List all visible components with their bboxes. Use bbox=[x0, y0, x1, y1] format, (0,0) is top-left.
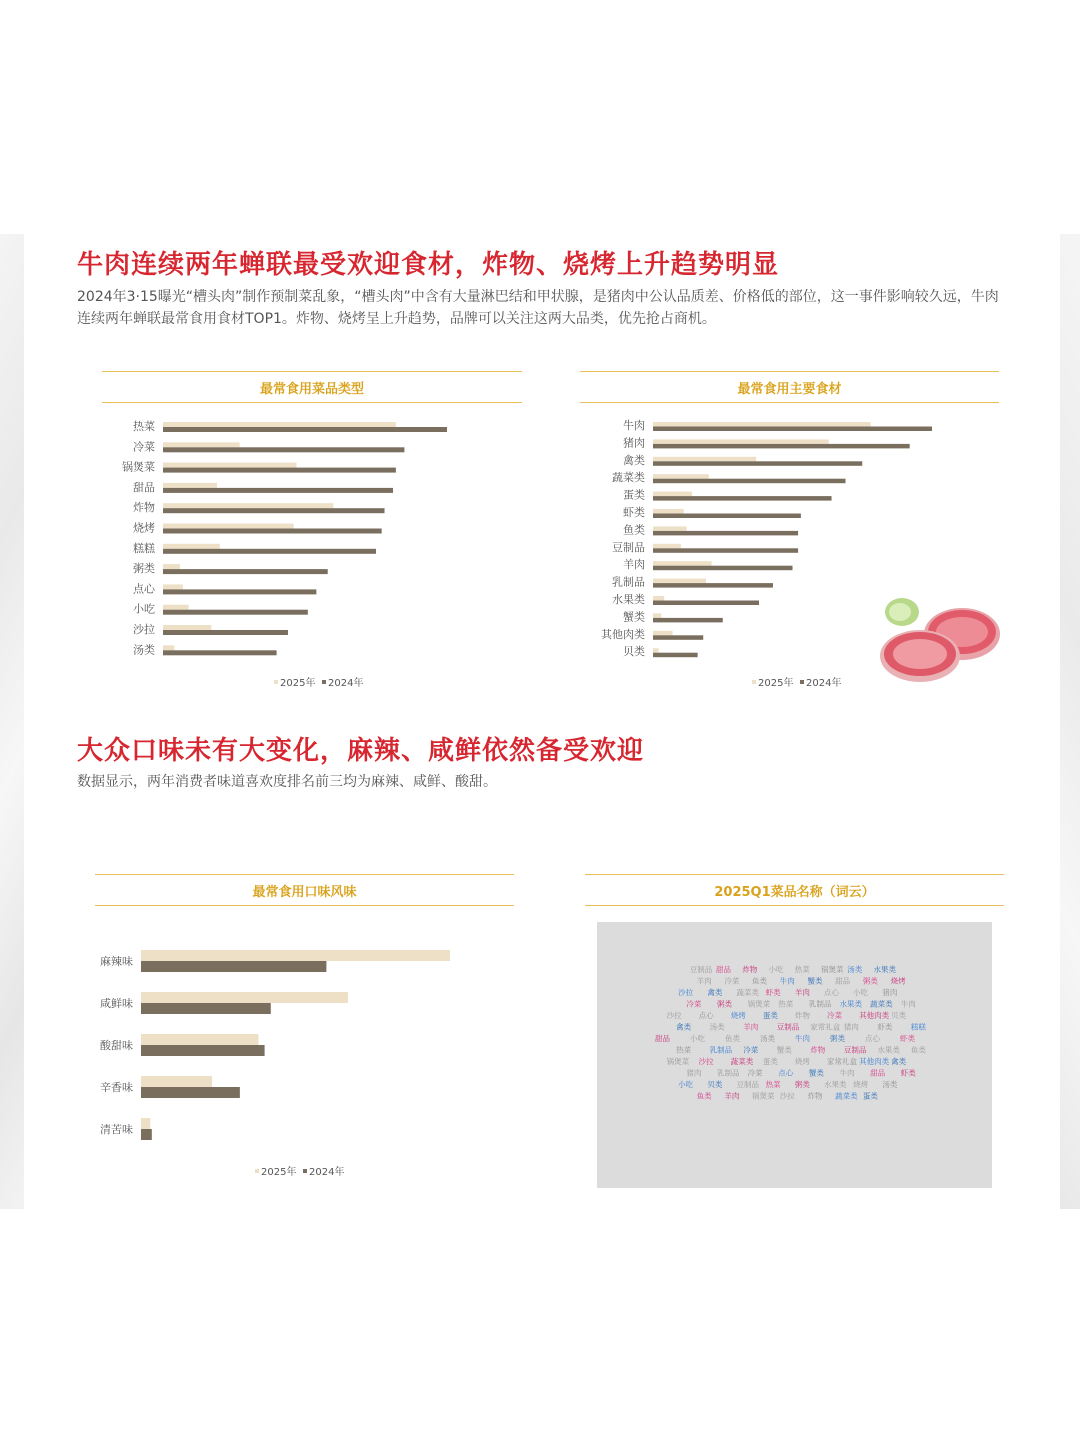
bar-2024 bbox=[163, 569, 328, 574]
category-label: 其他肉类 bbox=[601, 627, 645, 641]
chart-dish-types-title: 最常食用菜品类型 bbox=[102, 371, 522, 403]
bar-2025 bbox=[163, 544, 220, 549]
legend-2024: 2024年 bbox=[328, 678, 364, 689]
bar-2024 bbox=[653, 566, 793, 571]
chart-ingredients-title: 最常食用主要食材 bbox=[580, 371, 999, 403]
wordcloud-word: 蟹类 bbox=[808, 1068, 824, 1078]
wordcloud-word: 粥类 bbox=[717, 999, 732, 1009]
bar-2025 bbox=[163, 584, 183, 589]
bar-2025 bbox=[163, 645, 174, 650]
wordcloud-word: 禽类 bbox=[676, 1022, 692, 1032]
bar-2024 bbox=[141, 1003, 271, 1014]
bar-2024 bbox=[653, 496, 832, 501]
wordcloud-box bbox=[597, 922, 992, 1188]
bar-2025 bbox=[163, 625, 211, 630]
bar-2024 bbox=[141, 1045, 265, 1056]
beef-illustration bbox=[876, 590, 1006, 690]
wordcloud-word: 汤类 bbox=[882, 1080, 898, 1089]
bar-2025 bbox=[653, 509, 684, 514]
wordcloud-word: 点心 bbox=[698, 1011, 714, 1020]
wordcloud-word: 甜品 bbox=[655, 1034, 670, 1043]
wordcloud-word: 小吃 bbox=[678, 1080, 694, 1089]
category-label: 蔬菜类 bbox=[612, 471, 645, 485]
bar-2025 bbox=[653, 544, 681, 549]
wordcloud-word: 牛肉 bbox=[839, 1068, 855, 1078]
chart-dish-types bbox=[102, 371, 522, 691]
wordcloud-word: 蟹类 bbox=[776, 1045, 792, 1055]
bar-2025 bbox=[653, 457, 756, 462]
category-label: 辛香味 bbox=[100, 1081, 133, 1094]
bar-2025 bbox=[163, 503, 333, 508]
legend-swatch-2024 bbox=[303, 1169, 307, 1173]
bar-2024 bbox=[653, 618, 723, 623]
wordcloud-word: 贝类 bbox=[891, 1011, 907, 1020]
section2-title: 大众口味未有大变化，麻辣、咸鲜依然备受欢迎 bbox=[77, 736, 645, 766]
wordcloud-word: 甜品 bbox=[716, 965, 731, 974]
bar-2024 bbox=[163, 529, 382, 534]
wordcloud-word: 家常礼盒 bbox=[810, 1022, 841, 1032]
chart-flavors-plot bbox=[95, 910, 514, 1184]
bar-2024 bbox=[163, 447, 404, 452]
section2-description: 数据显示，两年消费者味道喜欢度排名前三均为麻辣、咸鲜、酸甜。 bbox=[77, 774, 497, 790]
legend-2025: 2025年 bbox=[280, 678, 316, 689]
legend-2025: 2025年 bbox=[758, 678, 794, 689]
wordcloud-word: 牛肉 bbox=[900, 999, 916, 1009]
bar-2025 bbox=[163, 442, 240, 447]
category-label: 豆制品 bbox=[612, 540, 645, 554]
wordcloud-word: 豆制品 bbox=[689, 965, 713, 974]
category-label: 小吃 bbox=[133, 602, 155, 616]
wordcloud-word: 粥类 bbox=[794, 1080, 810, 1089]
wordcloud-word: 沙拉 bbox=[666, 1011, 682, 1020]
wordcloud-word: 粥类 bbox=[862, 976, 878, 986]
wordcloud-word: 粥类 bbox=[830, 1034, 845, 1043]
wordcloud-word: 水果类 bbox=[877, 1045, 900, 1055]
bar-2024 bbox=[163, 650, 277, 655]
bar-2025 bbox=[653, 492, 692, 497]
wordcloud-word: 羊肉 bbox=[794, 988, 810, 997]
wordcloud-word: 牛肉 bbox=[795, 1034, 810, 1043]
wordcloud-word: 虾类 bbox=[900, 1068, 916, 1078]
category-label: 贝类 bbox=[623, 645, 645, 659]
wordcloud-word: 牛肉 bbox=[779, 976, 795, 986]
wordcloud-word: 禽类 bbox=[891, 1057, 907, 1066]
bar-2024 bbox=[141, 1087, 240, 1098]
bar-2025 bbox=[163, 524, 294, 529]
wordcloud-word: 豆制品 bbox=[736, 1080, 759, 1089]
bar-2024 bbox=[653, 635, 703, 640]
bar-2024 bbox=[141, 961, 326, 972]
wordcloud-word: 沙拉 bbox=[678, 988, 694, 997]
bar-2025 bbox=[163, 564, 180, 569]
wordcloud-word: 乳制品 bbox=[808, 999, 832, 1009]
legend-2024: 2024年 bbox=[309, 1167, 345, 1178]
wordcloud-word: 烧烤 bbox=[794, 1057, 810, 1066]
wordcloud-word: 热菜 bbox=[765, 1080, 781, 1089]
wordcloud-word: 蔬菜类 bbox=[870, 999, 893, 1009]
bar-2025 bbox=[653, 579, 706, 584]
chart-dish-types-plot bbox=[102, 407, 522, 691]
category-label: 咸鲜味 bbox=[100, 997, 133, 1010]
wordcloud-word: 鱼类 bbox=[752, 976, 768, 986]
bar-2024 bbox=[163, 488, 393, 493]
category-label: 清苦味 bbox=[100, 1123, 133, 1136]
wordcloud-word: 羊肉 bbox=[724, 1091, 740, 1101]
left-decor-strip bbox=[0, 234, 24, 1209]
wordcloud-canvas bbox=[597, 922, 992, 1188]
wordcloud-word: 冷菜 bbox=[743, 1045, 759, 1055]
wordcloud-word: 禽类 bbox=[707, 988, 723, 997]
wordcloud-word: 冷菜 bbox=[686, 999, 702, 1009]
legend-2024: 2024年 bbox=[806, 678, 842, 689]
wordcloud-word: 水果类 bbox=[824, 1080, 847, 1089]
bar-2024 bbox=[163, 589, 316, 594]
category-label: 蛋类 bbox=[623, 488, 645, 502]
wordcloud-word: 乳制品 bbox=[709, 1045, 733, 1055]
category-label: 热菜 bbox=[133, 420, 155, 433]
wordcloud-word: 烧烤 bbox=[890, 976, 906, 986]
chart-flavors bbox=[95, 874, 514, 1184]
category-label: 粥类 bbox=[133, 562, 155, 576]
wordcloud-word: 烧烤 bbox=[730, 1011, 746, 1020]
category-label: 烧烤 bbox=[133, 521, 155, 535]
wordcloud-word: 虾类 bbox=[877, 1022, 893, 1032]
category-label: 沙拉 bbox=[133, 623, 155, 636]
category-label: 蟹类 bbox=[623, 610, 645, 624]
wordcloud-word: 猪肉 bbox=[686, 1068, 702, 1078]
wordcloud-word: 其他肉类 bbox=[859, 1057, 890, 1066]
right-decor-strip bbox=[1060, 234, 1080, 1209]
category-label: 禽类 bbox=[623, 453, 645, 467]
bar-2024 bbox=[653, 461, 862, 466]
wordcloud-word: 水果类 bbox=[873, 965, 896, 974]
wordcloud-word: 小吃 bbox=[853, 988, 869, 997]
bar-2025 bbox=[163, 605, 189, 610]
wordcloud-word: 冷菜 bbox=[747, 1068, 763, 1078]
legend-swatch-2024 bbox=[322, 680, 326, 684]
category-label: 炸物 bbox=[133, 501, 155, 515]
wordcloud-word: 羊肉 bbox=[743, 1022, 759, 1032]
bar-2024 bbox=[653, 583, 773, 588]
wordcloud-word: 锅煲菜 bbox=[752, 1091, 775, 1101]
category-label: 点心 bbox=[133, 582, 155, 596]
bar-2025 bbox=[141, 950, 450, 961]
bar-2025 bbox=[653, 648, 659, 653]
bar-2025 bbox=[141, 992, 348, 1003]
bar-2024 bbox=[653, 653, 698, 658]
legend-swatch-2025 bbox=[255, 1169, 259, 1173]
category-label: 虾类 bbox=[623, 506, 645, 519]
wordcloud-word: 点心 bbox=[824, 988, 839, 997]
wordcloud-word: 蔬菜类 bbox=[736, 988, 759, 997]
wordcloud-word: 乳制品 bbox=[717, 1068, 740, 1078]
wordcloud-word: 汤类 bbox=[709, 1022, 725, 1032]
wordcloud-word: 小吃 bbox=[768, 965, 784, 974]
category-label: 汤类 bbox=[133, 643, 155, 657]
wordcloud-word: 锅煲菜 bbox=[666, 1057, 690, 1066]
wordcloud-word: 炸物 bbox=[807, 1091, 823, 1101]
wordcloud-word: 锅煲菜 bbox=[747, 999, 771, 1009]
category-label: 酸甜味 bbox=[100, 1039, 133, 1052]
bar-2025 bbox=[653, 474, 709, 479]
wordcloud-word: 蔬菜类 bbox=[835, 1091, 858, 1101]
legend-swatch-2025 bbox=[752, 680, 756, 684]
wordcloud-word: 糕糕 bbox=[910, 1022, 926, 1032]
wordcloud-word: 小吃 bbox=[690, 1034, 705, 1043]
category-label: 麻辣味 bbox=[100, 955, 133, 968]
bar-2024 bbox=[163, 427, 447, 432]
wordcloud-word: 点心 bbox=[778, 1068, 794, 1078]
wordcloud-word: 点心 bbox=[865, 1034, 880, 1043]
wordcloud-word: 虾类 bbox=[765, 988, 781, 997]
bar-2024 bbox=[163, 549, 376, 554]
bar-2025 bbox=[653, 613, 661, 618]
wordcloud-word: 蔬菜类 bbox=[730, 1057, 754, 1066]
bar-2024 bbox=[653, 548, 798, 553]
category-label: 猪肉 bbox=[623, 436, 645, 450]
bar-2024 bbox=[653, 479, 846, 484]
bar-2025 bbox=[653, 596, 664, 601]
bar-2024 bbox=[653, 601, 759, 606]
wordcloud-word: 热菜 bbox=[676, 1045, 692, 1055]
chart-flavors-title: 最常食用口味风味 bbox=[95, 874, 514, 906]
wordcloud-word: 炸物 bbox=[810, 1045, 826, 1055]
wordcloud-word: 鱼类 bbox=[725, 1034, 740, 1043]
wordcloud-word: 甜品 bbox=[835, 976, 851, 986]
wordcloud-word: 家常礼盒 bbox=[827, 1057, 857, 1066]
bar-2025 bbox=[141, 1118, 150, 1129]
bar-2025 bbox=[141, 1076, 212, 1087]
wordcloud-word: 蛋类 bbox=[862, 1091, 878, 1101]
category-label: 甜品 bbox=[133, 480, 155, 494]
section1-title: 牛肉连续两年蝉联最受欢迎食材，炸物、烧烤上升趋势明显 bbox=[77, 250, 780, 280]
wordcloud-word: 热菜 bbox=[778, 999, 794, 1009]
bar-2024 bbox=[653, 514, 801, 519]
wordcloud-word: 其他肉类 bbox=[859, 1011, 890, 1020]
wordcloud-word: 炸物 bbox=[742, 965, 758, 974]
wordcloud-word: 蛋类 bbox=[762, 1011, 778, 1020]
bar-2024 bbox=[163, 630, 288, 635]
wordcloud-word: 冷菜 bbox=[724, 976, 740, 986]
bar-2024 bbox=[653, 427, 932, 432]
wordcloud-word: 猪肉 bbox=[843, 1022, 859, 1032]
wordcloud-word: 汤类 bbox=[760, 1034, 775, 1043]
bar-2025 bbox=[163, 483, 217, 488]
legend-swatch-2025 bbox=[274, 680, 278, 684]
wordcloud-word: 水果类 bbox=[839, 999, 862, 1009]
bar-2024 bbox=[163, 610, 308, 615]
wordcloud-word: 蛋类 bbox=[762, 1057, 778, 1066]
bar-2024 bbox=[163, 468, 396, 473]
category-label: 水果类 bbox=[612, 593, 645, 606]
wordcloud-word: 烧烤 bbox=[853, 1080, 869, 1089]
bar-2025 bbox=[163, 463, 296, 468]
category-label: 乳制品 bbox=[612, 575, 645, 589]
bar-2025 bbox=[653, 439, 829, 444]
wordcloud-word: 豆制品 bbox=[843, 1045, 867, 1055]
wordcloud-word: 鱼类 bbox=[696, 1091, 712, 1101]
wordcloud-word: 蟹类 bbox=[807, 976, 823, 986]
wordcloud-word: 热菜 bbox=[794, 965, 810, 974]
bar-2025 bbox=[141, 1034, 258, 1045]
wordcloud-title: 2025Q1菜品名称（词云） bbox=[585, 874, 1004, 906]
wordcloud-word: 豆制品 bbox=[776, 1022, 800, 1032]
wordcloud-word: 炸物 bbox=[794, 1011, 810, 1020]
legend-2025: 2025年 bbox=[261, 1167, 297, 1178]
bar-2025 bbox=[163, 422, 396, 427]
bar-2024 bbox=[653, 531, 798, 536]
wordcloud-word: 猪肉 bbox=[882, 988, 898, 997]
wordcloud-panel bbox=[585, 874, 1004, 906]
section1-description: 2024年3·15曝光“槽头肉”制作预制菜乱象，“槽头肉”中含有大量淋巴结和甲状腺，是猪肉中公认品质差、价格低的部位，这一事件影响较久远，牛肉连续两年蝉联最常食用食材TOP1。炸物、烧烤呈上升趋势，品牌可以关注这两大品类，优先抢占商机。 bbox=[77, 289, 999, 327]
bar-2025 bbox=[653, 422, 871, 427]
legend-swatch-2024 bbox=[800, 680, 804, 684]
category-label: 糕糕 bbox=[133, 541, 155, 555]
wordcloud-word: 沙拉 bbox=[698, 1057, 714, 1066]
wordcloud-word: 贝类 bbox=[707, 1080, 723, 1089]
wordcloud-word: 甜品 bbox=[870, 1068, 886, 1078]
wordcloud-word: 虾类 bbox=[900, 1034, 915, 1043]
bar-2025 bbox=[653, 561, 712, 566]
category-label: 锅煲菜 bbox=[122, 460, 155, 474]
category-label: 牛肉 bbox=[623, 419, 645, 432]
wordcloud-word: 沙拉 bbox=[779, 1091, 795, 1101]
wordcloud-word: 冷菜 bbox=[827, 1011, 842, 1020]
bar-2024 bbox=[653, 444, 910, 449]
wordcloud-word: 鱼类 bbox=[910, 1045, 926, 1055]
wordcloud-word: 汤类 bbox=[847, 965, 863, 974]
wordcloud-word: 锅煲菜 bbox=[821, 965, 844, 974]
wordcloud-word: 羊肉 bbox=[696, 976, 712, 986]
category-label: 鱼类 bbox=[623, 523, 645, 537]
category-label: 羊肉 bbox=[623, 558, 645, 572]
bar-2024 bbox=[163, 508, 385, 513]
category-label: 冷菜 bbox=[133, 440, 155, 454]
bar-2025 bbox=[653, 526, 686, 531]
bar-2024 bbox=[141, 1129, 152, 1140]
bar-2025 bbox=[653, 631, 673, 636]
